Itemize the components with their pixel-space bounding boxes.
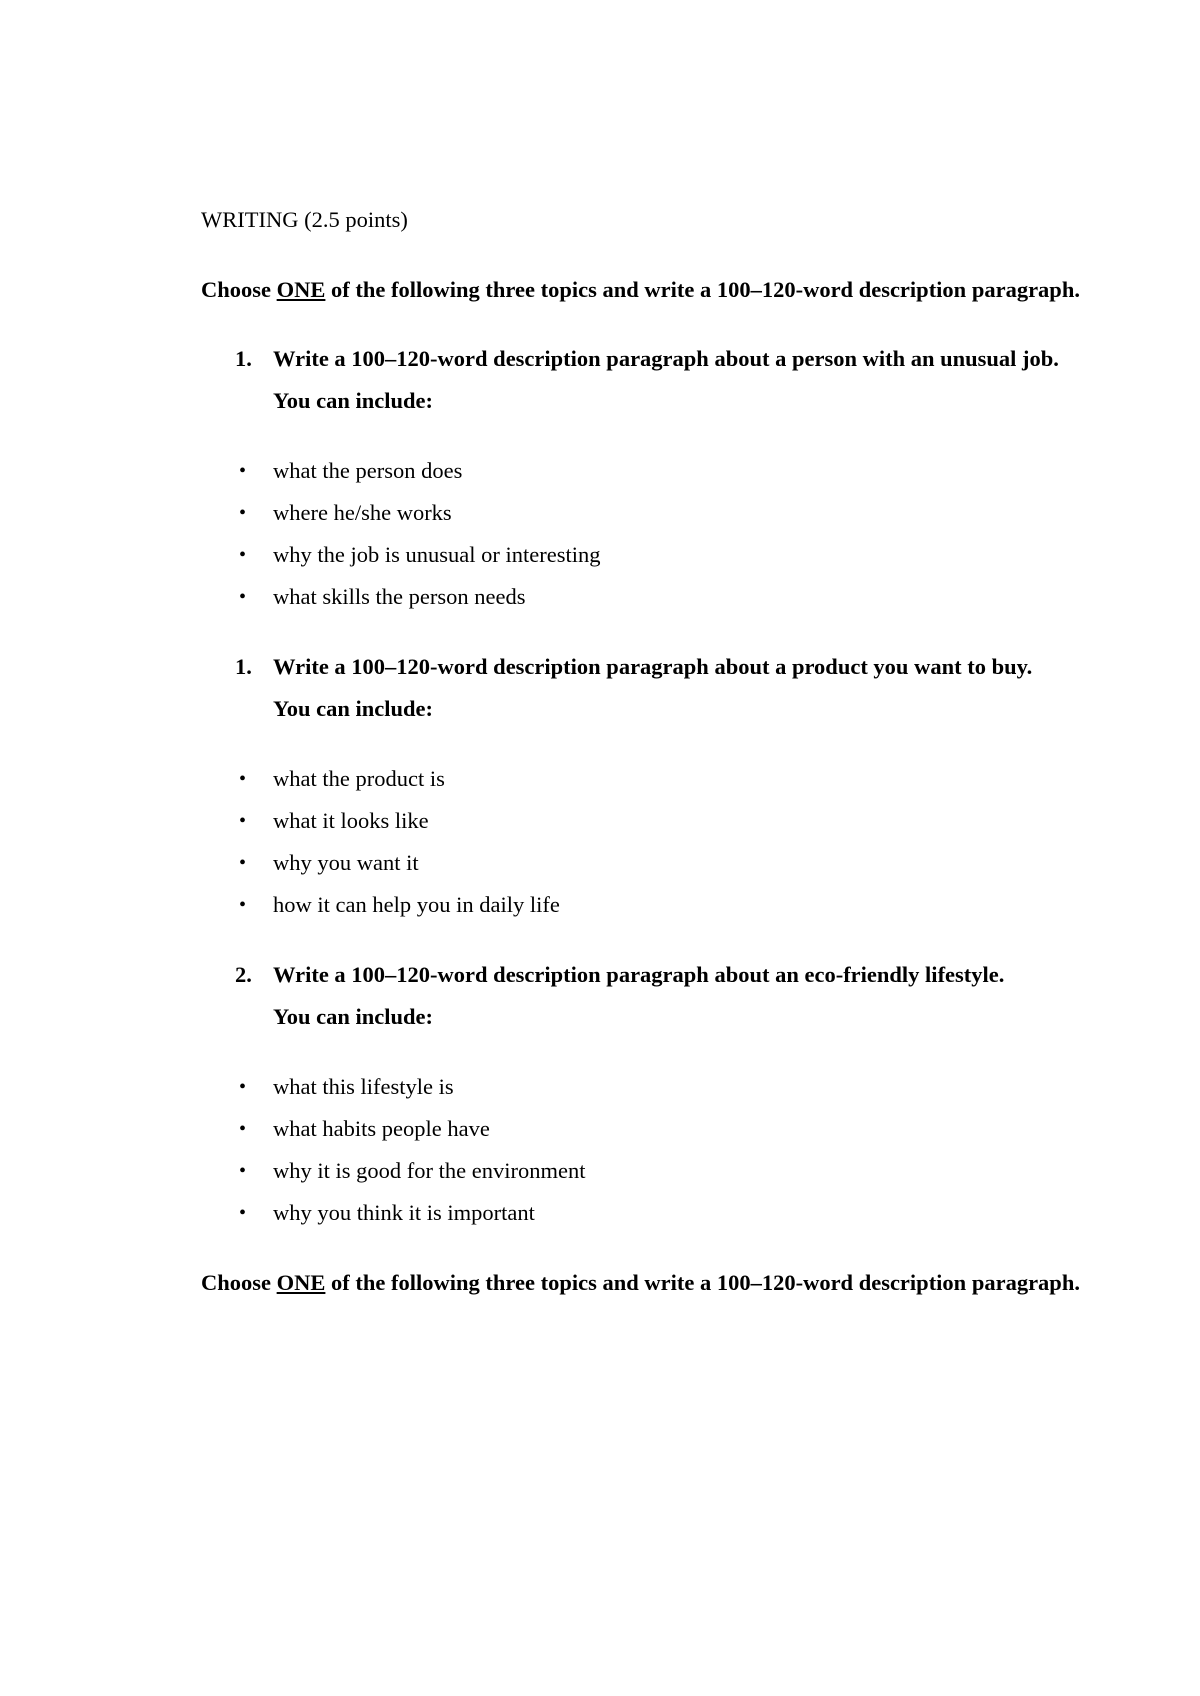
bullet-icon: • xyxy=(239,894,247,916)
task-number: 1. xyxy=(235,346,252,371)
task-prompt xyxy=(201,338,1101,422)
list-item-text: what the person does xyxy=(273,458,463,483)
bullet-icon: • xyxy=(239,586,247,608)
list-item-text: where he/she works xyxy=(273,500,452,525)
intro-instruction xyxy=(201,269,1101,311)
list-item-text: why you want it xyxy=(273,850,419,875)
task-include-label: You can include: xyxy=(273,696,434,721)
task-include-label: You can include: xyxy=(273,388,434,413)
list-item xyxy=(201,800,1101,842)
list-item-text: why it is good for the environment xyxy=(273,1158,586,1183)
task-prompt-text: Write a 100–120-word description paragraph about an eco-friendly lifestyle. xyxy=(273,962,1005,987)
document-page xyxy=(201,199,1101,1304)
closing-text-before: Choose xyxy=(201,1270,277,1295)
bullet-icon: • xyxy=(239,1118,247,1140)
list-item xyxy=(201,1192,1101,1234)
list-item xyxy=(201,758,1101,800)
list-item-text: what this lifestyle is xyxy=(273,1074,454,1099)
bullet-icon: • xyxy=(239,1160,247,1182)
bullet-icon: • xyxy=(239,544,247,566)
list-item xyxy=(201,1150,1101,1192)
task-number: 2. xyxy=(235,962,252,987)
task-bullet-list xyxy=(201,450,1101,618)
task-block xyxy=(201,338,1101,618)
list-item xyxy=(201,534,1101,576)
task-block xyxy=(201,646,1101,926)
list-item xyxy=(201,492,1101,534)
closing-instruction xyxy=(201,1262,1101,1304)
intro-text-after: of the following three topics and write a 100–120-word description paragraph. xyxy=(325,277,1080,302)
list-item xyxy=(201,450,1101,492)
bullet-icon: • xyxy=(239,1076,247,1098)
intro-text-before: Choose xyxy=(201,277,277,302)
list-item-text: what it looks like xyxy=(273,808,429,833)
task-bullet-list xyxy=(201,758,1101,926)
closing-text-after: of the following three topics and write a 100–120-word description paragraph. xyxy=(325,1270,1080,1295)
task-block xyxy=(201,954,1101,1234)
list-item xyxy=(201,576,1101,618)
list-item xyxy=(201,1108,1101,1150)
list-item xyxy=(201,884,1101,926)
intro-emphasis: ONE xyxy=(276,277,326,302)
list-item-text: what the product is xyxy=(273,766,445,791)
list-item-text: how it can help you in daily life xyxy=(273,892,560,917)
list-item-text: why you think it is important xyxy=(273,1200,535,1225)
bullet-icon: • xyxy=(239,852,247,874)
task-prompt xyxy=(201,954,1101,1038)
list-item-text: why the job is unusual or interesting xyxy=(273,542,601,567)
task-prompt-text: Write a 100–120-word description paragraph about a person with an unusual job. xyxy=(273,346,1059,371)
bullet-icon: • xyxy=(239,1202,247,1224)
list-item xyxy=(201,1066,1101,1108)
task-number: 1. xyxy=(235,654,252,679)
bullet-icon: • xyxy=(239,768,247,790)
list-item-text: what skills the person needs xyxy=(273,584,526,609)
bullet-icon: • xyxy=(239,810,247,832)
bullet-icon: • xyxy=(239,460,247,482)
task-prompt xyxy=(201,646,1101,730)
task-bullet-list xyxy=(201,1066,1101,1234)
list-item xyxy=(201,842,1101,884)
section-heading: WRITING (2.5 points) xyxy=(201,207,408,232)
closing-emphasis: ONE xyxy=(276,1270,326,1295)
bullet-icon: • xyxy=(239,502,247,524)
list-item-text: what habits people have xyxy=(273,1116,490,1141)
task-include-label: You can include: xyxy=(273,1004,434,1029)
task-prompt-text: Write a 100–120-word description paragraph about a product you want to buy. xyxy=(273,654,1033,679)
